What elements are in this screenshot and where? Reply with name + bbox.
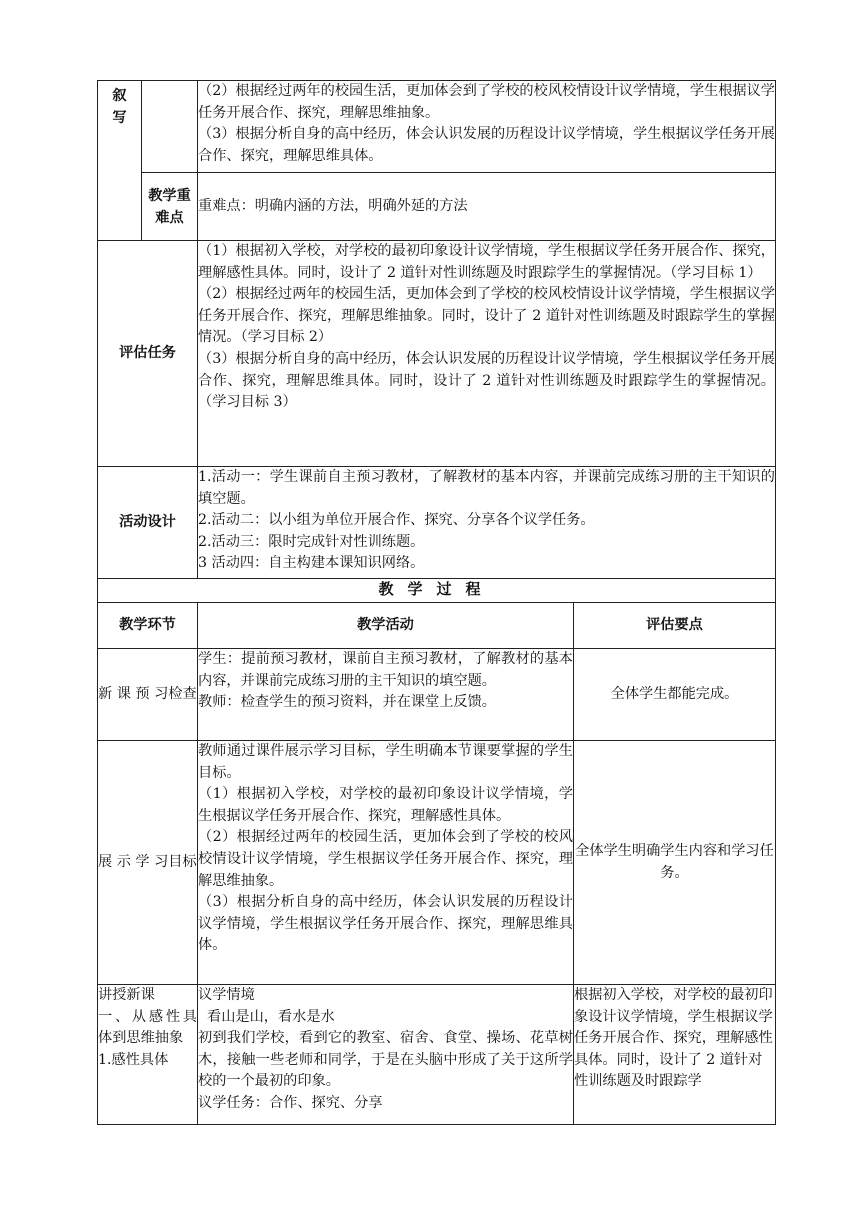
assess-row xyxy=(98,241,776,467)
activity-line: 教师通过课件展示学习目标，学生明确本节课要掌握的学生目标。 xyxy=(198,743,573,781)
stage-line: 一、从感性具体到思维抽象 xyxy=(98,1008,197,1047)
activity-line: （1）根据初入学校，对学校的最初印象设计议学情境，学生根据议学任务开展合作、探究，理解感性具体。 xyxy=(198,786,573,824)
assess-item-1: （1）根据初入学校，对学校的最初印象设计议学情境，学生根据议学任务开展合作、探究，理解感性具体。同时，设计了 2 道针对性训练题及时跟踪学生的掌握情况。（学习目标 1） xyxy=(198,243,775,281)
assess-item-2: （2）根据经过两年的校园生活，更加体会到了学校的校风校情设计议学情境，学生根据议学任务开展合作、探究，理解思维抽象。同时，设计了 2 道针对性训练题及时跟踪学生的掌握情况。（学习目标 2） xyxy=(198,286,775,346)
activity-cell xyxy=(198,649,574,741)
goal-item-2: （2）根据经过两年的校园生活，更加体会到了学校的校风校情设计议学情境，学生根据议学任务开展合作、探究，理解思维抽象。 xyxy=(198,83,775,121)
goals-sub-label xyxy=(142,81,198,173)
process-header-row xyxy=(98,603,776,649)
goals-row xyxy=(98,81,776,173)
activity-cell xyxy=(198,741,574,985)
assess-content xyxy=(198,241,776,467)
activity-label: 活动设计 xyxy=(98,467,198,579)
activity-line: 议学情境 xyxy=(198,987,255,1003)
activity-line: 看山是山，看水是水 xyxy=(198,1008,335,1025)
activity-item-2: 2.活动二：以小组为单位开展合作、探究、分享各个议学任务。 xyxy=(198,512,595,529)
stage-cell xyxy=(98,985,198,1125)
key-points-text: 重难点：明确内涵的方法，明确外延的方法 xyxy=(198,173,776,241)
activity-item-3: 2.活动三：限时完成针对性训练题。 xyxy=(198,533,425,550)
header-eval: 评估要点 xyxy=(574,603,776,649)
lesson-plan-table xyxy=(97,80,776,1125)
stage-cell: 新 课 预 习检查 xyxy=(98,649,198,741)
activity-line: 议学任务：合作、探究、分享 xyxy=(198,1094,383,1111)
stage-cell: 展 示 学 习目标 xyxy=(98,741,198,985)
activity-row xyxy=(98,467,776,579)
assess-item-3: （3）根据分析自身的高中经历，体会认识发展的历程设计议学情境，学生根据议学任务开展合作、探究，理解思维具体。同时，设计了 2 道针对性训练题及时跟踪学生的掌握情况。（学习目标 3） xyxy=(198,350,775,411)
header-stage: 教学环节 xyxy=(98,603,198,649)
process-title: 教学过程 xyxy=(98,579,776,603)
activity-line: （2）根据经过两年的校园生活，更加体会到了学校的校风校情设计议学情境，学生根据议学任务开展合作、探究，理解思维抽象。 xyxy=(198,829,573,889)
eval-cell: 全体学生都能完成。 xyxy=(574,649,776,741)
assess-label: 评估任务 xyxy=(98,241,198,467)
activity-item-1: 1.活动一：学生课前自主预习教材，了解教材的基本内容，并课前完成练习册的主干知识的填空题。 xyxy=(198,469,775,507)
eval-cell: 根据初入学校，对学校的最初印象设计议学情境，学生根据议学任务开展合作、探究，理解感性具体。同时，设计了 2 道针对性训练题及时跟踪学 xyxy=(574,985,776,1125)
eval-cell: 全体学生明确学生内容和学习任务。 xyxy=(574,741,776,985)
table-row xyxy=(98,985,776,1125)
table-row xyxy=(98,741,776,985)
activity-line: 初到我们学校，看到它的教室、宿舍、食堂、操场、花草树木，接触一些老师和同学，于是在头脑中形成了关于这所学校的一个最初的印象。 xyxy=(198,1030,573,1090)
activity-line: 教师：检查学生的预习资料，并在课堂上反馈。 xyxy=(198,694,496,711)
key-points-row xyxy=(98,173,776,241)
stage-line: 讲授新课 xyxy=(98,987,155,1003)
goal-item-3: （3）根据分析自身的高中经历，体会认识发展的历程设计议学情境，学生根据议学任务开展合作、探究，理解思维具体。 xyxy=(198,126,775,164)
header-activity: 教学活动 xyxy=(198,603,574,649)
activity-line: （3）根据分析自身的高中经历，体会认识发展的历程设计议学情境，学生根据议学任务开展合作、探究，理解思维具体。 xyxy=(198,894,573,954)
side-label: 叙 写 xyxy=(98,81,142,241)
goals-continuation xyxy=(198,81,776,173)
process-title-row xyxy=(98,579,776,603)
activity-content xyxy=(198,467,776,579)
key-points-label: 教学重难点 xyxy=(142,173,198,241)
activity-item-4: 3 活动四：自主构建本课知识网络。 xyxy=(198,555,425,572)
activity-cell xyxy=(198,985,574,1125)
stage-line: 1.感性具体 xyxy=(98,1051,169,1068)
activity-line: 学生：提前预习教材，课前自主预习教材，了解教材的基本内容，并课前完成练习册的主干知识的填空题。 xyxy=(198,651,573,689)
table-row xyxy=(98,649,776,741)
